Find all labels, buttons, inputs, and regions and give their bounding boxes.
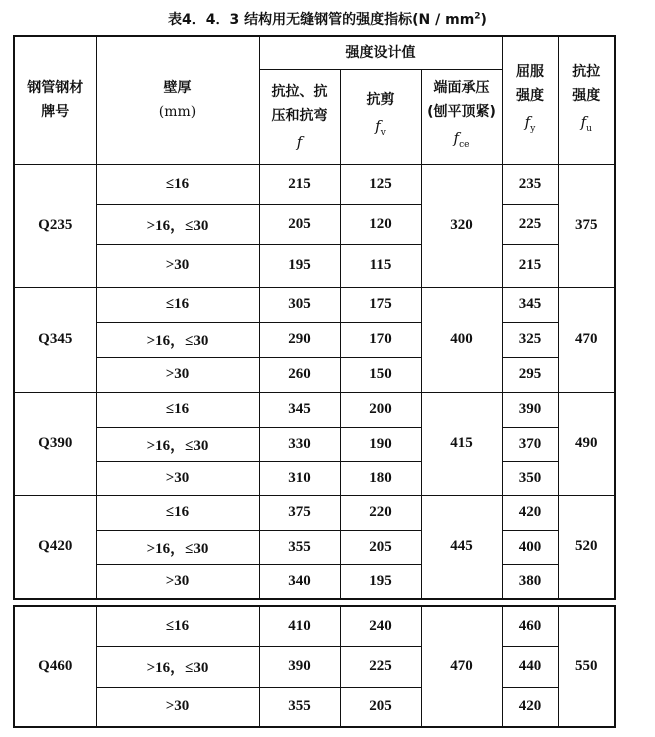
- fy-cell: 235: [502, 164, 558, 204]
- fv-cell: 180: [340, 461, 421, 495]
- fu-cell: 550: [558, 606, 615, 727]
- fce-cell: 445: [421, 495, 502, 599]
- f-cell: 310: [259, 461, 340, 495]
- header-fv-line1: 抗剪: [366, 92, 395, 108]
- thickness-cell: ≤16: [96, 606, 259, 646]
- header-grade: [14, 36, 96, 164]
- fv-cell: 125: [340, 164, 421, 204]
- header-yield-strength: [502, 36, 558, 164]
- header-thickness-line2: (mm): [158, 104, 197, 121]
- fy-cell: 215: [502, 244, 558, 287]
- fv-cell: 205: [340, 530, 421, 564]
- fv-cell: 225: [340, 646, 421, 687]
- table-row: [14, 322, 615, 357]
- f-cell: 355: [259, 687, 340, 727]
- header-f: [259, 69, 340, 164]
- table-row: [14, 687, 615, 727]
- fv-cell: 190: [340, 427, 421, 461]
- f-cell: 205: [259, 204, 340, 244]
- fy-cell: 460: [502, 606, 558, 646]
- title-close: ): [480, 12, 487, 28]
- header-grade-line1: 钢管钢材: [27, 80, 84, 97]
- f-cell: 345: [259, 392, 340, 427]
- table-row: [14, 244, 615, 287]
- fy-cell: 345: [502, 287, 558, 322]
- fv-cell: 195: [340, 564, 421, 599]
- thickness-cell: >16，≤30: [96, 322, 259, 357]
- header-f-symbol: f: [296, 132, 303, 151]
- fv-cell: 240: [340, 606, 421, 646]
- header-fce: [421, 69, 502, 164]
- table-row: [14, 392, 615, 427]
- table-title: [0, 9, 655, 29]
- header-fy-line1: 屈服: [516, 63, 544, 80]
- thickness-cell: ≤16: [96, 287, 259, 322]
- thickness-cell: >30: [96, 687, 259, 727]
- table-row: [14, 530, 615, 564]
- fy-cell: 420: [502, 687, 558, 727]
- grade-cell: Q390: [14, 392, 96, 495]
- f-cell: 340: [259, 564, 340, 599]
- fce-cell: 415: [421, 392, 502, 495]
- fy-cell: 295: [502, 357, 558, 392]
- grade-cell: Q235: [14, 164, 96, 287]
- thickness-cell: ≤16: [96, 495, 259, 530]
- fu-cell: 490: [558, 392, 615, 495]
- fy-cell: 370: [502, 427, 558, 461]
- f-cell: 195: [259, 244, 340, 287]
- header-fy-line2: 强度: [516, 87, 544, 104]
- header-fv: [340, 69, 421, 164]
- header-tensile-strength: [558, 36, 615, 164]
- fy-cell: 225: [502, 204, 558, 244]
- fy-cell: 325: [502, 322, 558, 357]
- grade-cell: Q420: [14, 495, 96, 599]
- header-fu-line1: 抗拉: [572, 63, 601, 80]
- header-fv-symbol: $f_v$: [375, 117, 386, 138]
- grade-cell: Q345: [14, 287, 96, 392]
- fy-cell: 400: [502, 530, 558, 564]
- thickness-cell: >30: [96, 244, 259, 287]
- fv-cell: 200: [340, 392, 421, 427]
- fv-cell: 170: [340, 322, 421, 357]
- header-thickness-line1: 壁厚: [163, 80, 192, 97]
- fy-cell: 380: [502, 564, 558, 599]
- thickness-cell: >30: [96, 564, 259, 599]
- f-cell: 390: [259, 646, 340, 687]
- thickness-cell: >16，≤30: [96, 530, 259, 564]
- header-f-line1: 抗拉、抗: [271, 83, 328, 100]
- fv-cell: 175: [340, 287, 421, 322]
- thickness-cell: >16，≤30: [96, 427, 259, 461]
- header-grade-line2: 牌号: [41, 104, 70, 121]
- fy-cell: 440: [502, 646, 558, 687]
- table-row: [14, 287, 615, 322]
- header-row-1: [14, 36, 615, 69]
- strength-table-continued: [13, 605, 616, 728]
- title-superscript: 2: [474, 11, 481, 22]
- table-row: [14, 427, 615, 461]
- fv-cell: 205: [340, 687, 421, 727]
- f-cell: 215: [259, 164, 340, 204]
- thickness-cell: >16，≤30: [96, 646, 259, 687]
- table-row: [14, 495, 615, 530]
- table-row: [14, 564, 615, 599]
- strength-table: [13, 35, 616, 600]
- fv-cell: 120: [340, 204, 421, 244]
- table-row: [14, 357, 615, 392]
- thickness-cell: >16，≤30: [96, 204, 259, 244]
- table-row: [14, 204, 615, 244]
- f-cell: 290: [259, 322, 340, 357]
- fy-cell: 420: [502, 495, 558, 530]
- header-fce-line2: (刨平顶紧): [427, 104, 496, 120]
- fy-cell: 390: [502, 392, 558, 427]
- thickness-cell: >30: [96, 461, 259, 495]
- f-cell: 410: [259, 606, 340, 646]
- f-cell: 330: [259, 427, 340, 461]
- fce-cell: 320: [421, 164, 502, 287]
- thickness-cell: >30: [96, 357, 259, 392]
- thickness-cell: ≤16: [96, 164, 259, 204]
- header-fy-symbol: $f_y$: [524, 112, 536, 134]
- fu-cell: 375: [558, 164, 615, 287]
- fy-cell: 350: [502, 461, 558, 495]
- title-text: 表4．4．3 结构用无缝钢管的强度指标(N / mm: [168, 12, 475, 28]
- fce-cell: 400: [421, 287, 502, 392]
- header-fu-symbol: $f_u$: [580, 112, 592, 134]
- table-row: [14, 646, 615, 687]
- fv-cell: 220: [340, 495, 421, 530]
- fce-cell: 470: [421, 606, 502, 727]
- fv-cell: 150: [340, 357, 421, 392]
- fv-cell: 115: [340, 244, 421, 287]
- f-cell: 355: [259, 530, 340, 564]
- table-row: [14, 606, 615, 646]
- header-fu-line2: 强度: [572, 87, 601, 104]
- table-row: [14, 164, 615, 204]
- header-design-values: 强度设计值: [259, 36, 502, 69]
- header-fce-line1: 端面承压: [433, 80, 490, 96]
- grade-cell: Q460: [14, 606, 96, 727]
- thickness-cell: ≤16: [96, 392, 259, 427]
- f-cell: 375: [259, 495, 340, 530]
- table-row: [14, 461, 615, 495]
- header-f-line2: 压和抗弯: [271, 107, 328, 124]
- fu-cell: 470: [558, 287, 615, 392]
- fu-cell: 520: [558, 495, 615, 599]
- f-cell: 305: [259, 287, 340, 322]
- header-fce-symbol: $f_{ce}$: [453, 129, 470, 150]
- f-cell: 260: [259, 357, 340, 392]
- header-thickness: [96, 36, 259, 164]
